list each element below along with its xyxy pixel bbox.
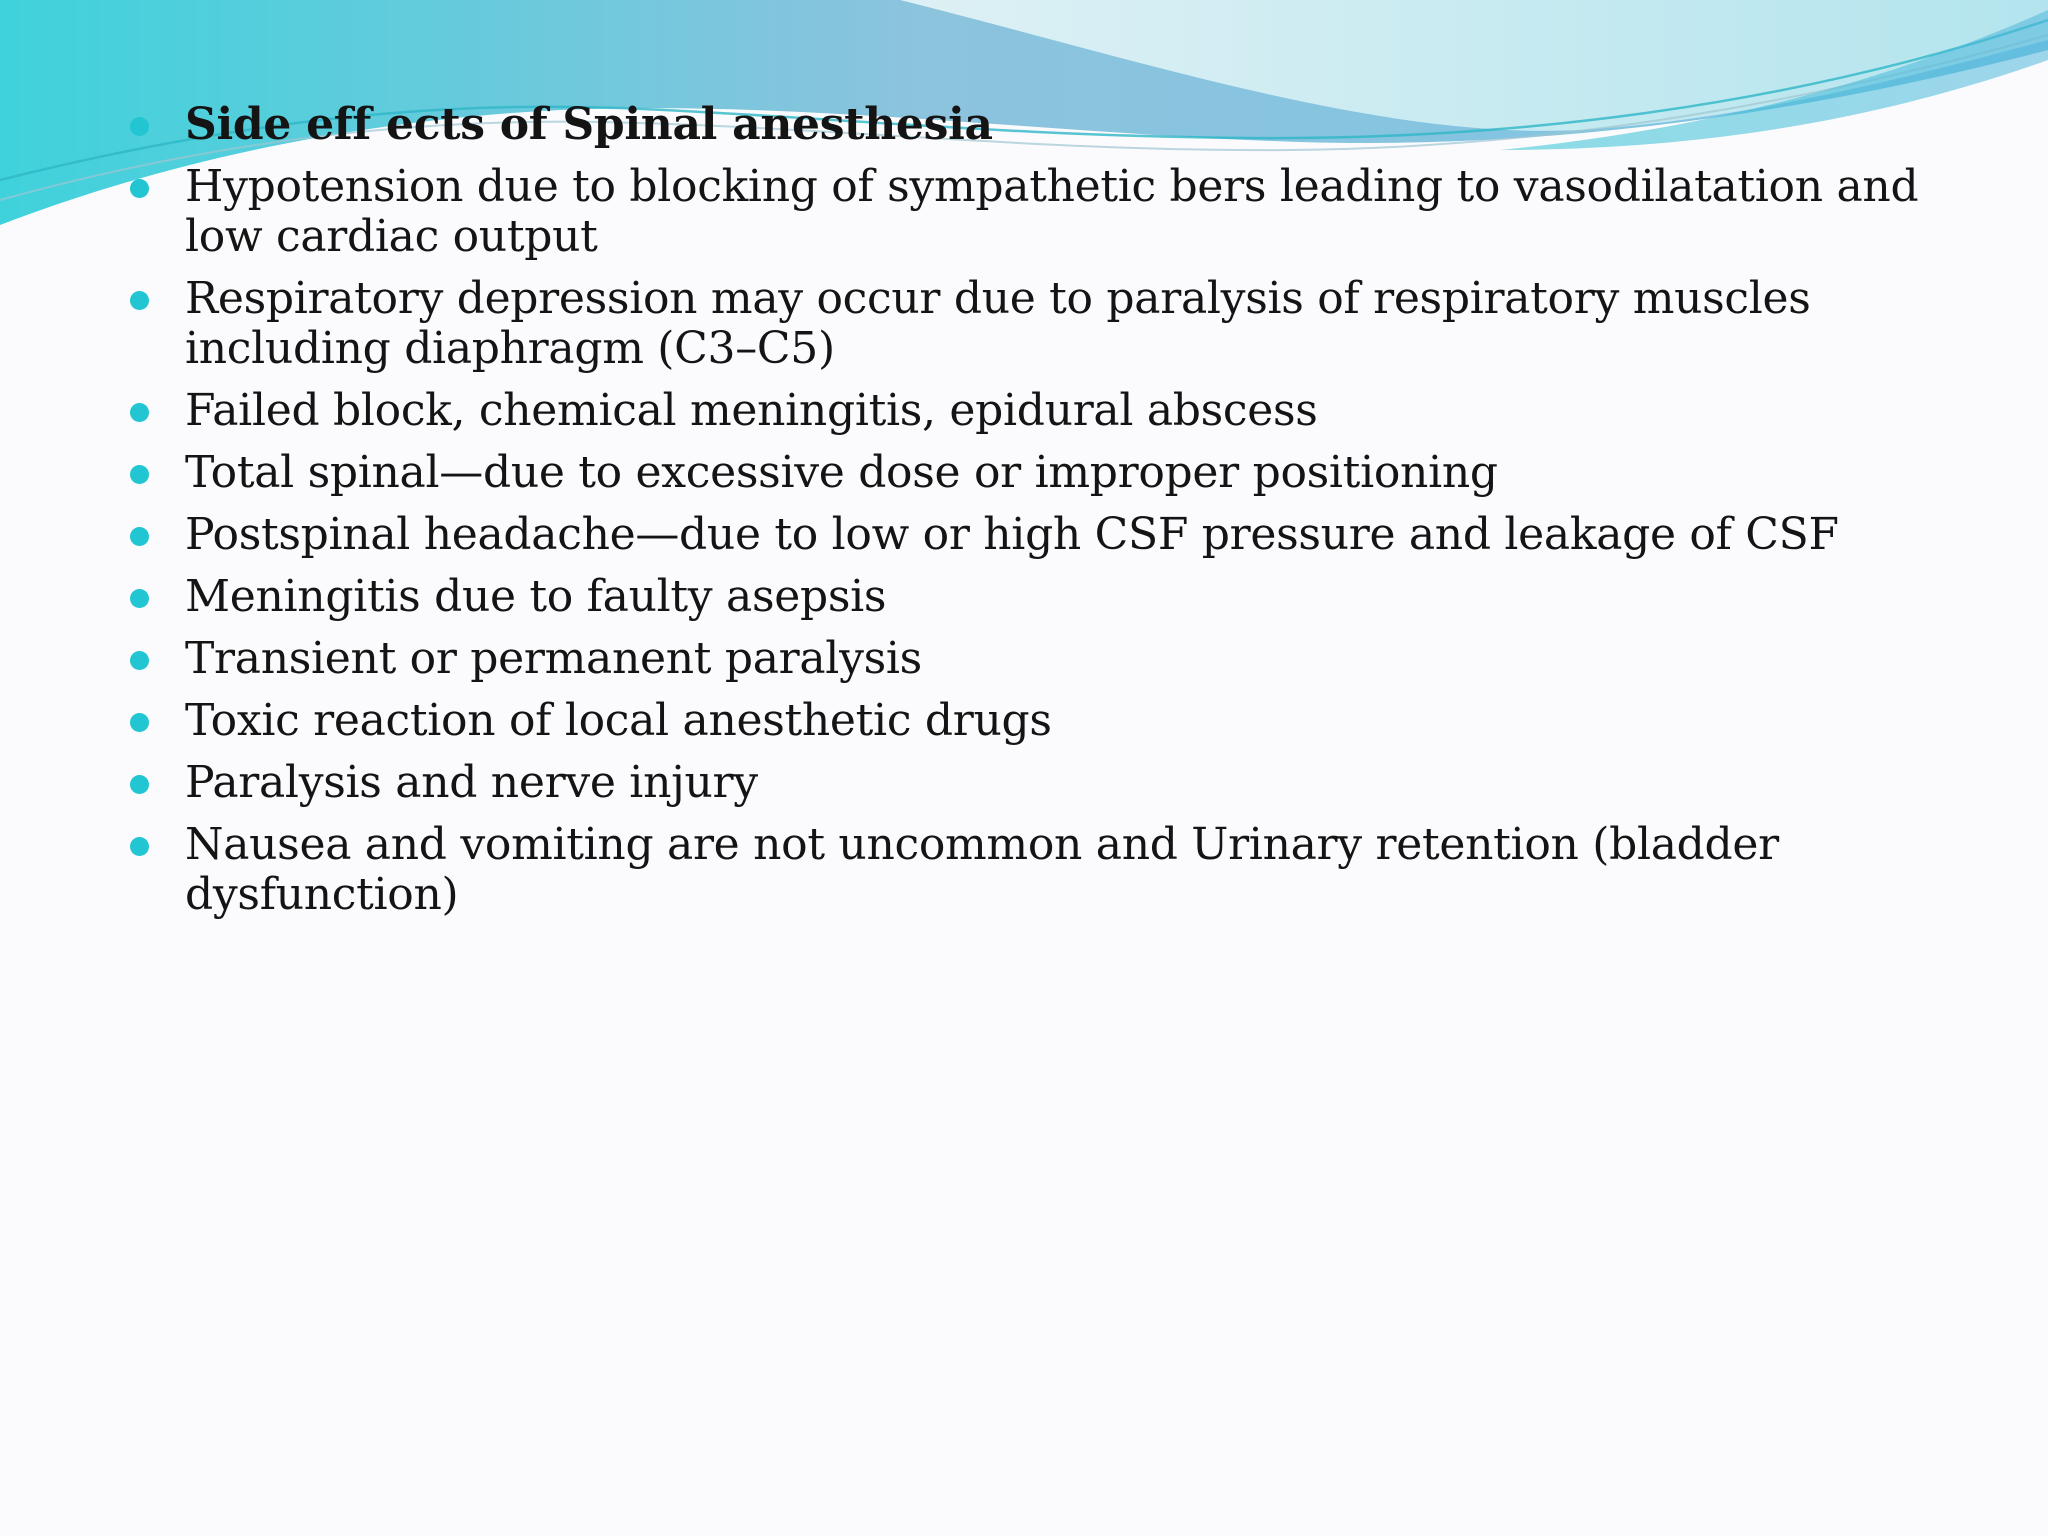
bullet-dot-icon bbox=[130, 465, 149, 484]
bullet-item bbox=[120, 162, 2000, 262]
bullet-text: Hypotension due to blocking of sympathetic bers leading to vasodilatation and low cardiac output bbox=[185, 161, 1919, 262]
bullet-dot-icon bbox=[130, 117, 149, 136]
bullet-item bbox=[120, 696, 2000, 746]
bullet-dot-icon bbox=[130, 291, 149, 310]
bullet-item bbox=[120, 510, 2000, 560]
bullet-heading bbox=[120, 100, 2000, 150]
bullet-text: Total spinal—due to excessive dose or improper positioning bbox=[185, 447, 1498, 498]
slide-content bbox=[120, 100, 2000, 932]
bullet-text: Respiratory depression may occur due to paralysis of respiratory muscles including diaphragm (C3–C5) bbox=[185, 273, 1811, 374]
bullet-item bbox=[120, 448, 2000, 498]
bullet-dot-icon bbox=[130, 179, 149, 198]
bullet-dot-icon bbox=[130, 527, 149, 546]
bullet-dot-icon bbox=[130, 775, 149, 794]
bullet-item bbox=[120, 274, 2000, 374]
bullet-dot-icon bbox=[130, 713, 149, 732]
bullet-text: Side eff ects of Spinal anesthesia bbox=[185, 99, 993, 150]
bullet-text: Failed block, chemical meningitis, epidural abscess bbox=[185, 385, 1318, 436]
bullet-dot-icon bbox=[130, 651, 149, 670]
bullet-list bbox=[120, 100, 2000, 920]
bullet-dot-icon bbox=[130, 403, 149, 422]
bullet-text: Meningitis due to faulty asepsis bbox=[185, 571, 887, 622]
bullet-text: Postspinal headache—due to low or high CSF pressure and leakage of CSF bbox=[185, 509, 1839, 560]
bullet-item bbox=[120, 820, 2000, 920]
bullet-item bbox=[120, 634, 2000, 684]
bullet-dot-icon bbox=[130, 837, 149, 856]
bullet-text: Paralysis and nerve injury bbox=[185, 757, 758, 808]
bullet-item bbox=[120, 386, 2000, 436]
bullet-item bbox=[120, 758, 2000, 808]
bullet-text: Toxic reaction of local anesthetic drugs bbox=[185, 695, 1052, 746]
bullet-dot-icon bbox=[130, 589, 149, 608]
bullet-text: Nausea and vomiting are not uncommon and Urinary retention (bladder dysfunction) bbox=[185, 819, 1779, 920]
bullet-text: Transient or permanent paralysis bbox=[185, 633, 922, 684]
bullet-item bbox=[120, 572, 2000, 622]
